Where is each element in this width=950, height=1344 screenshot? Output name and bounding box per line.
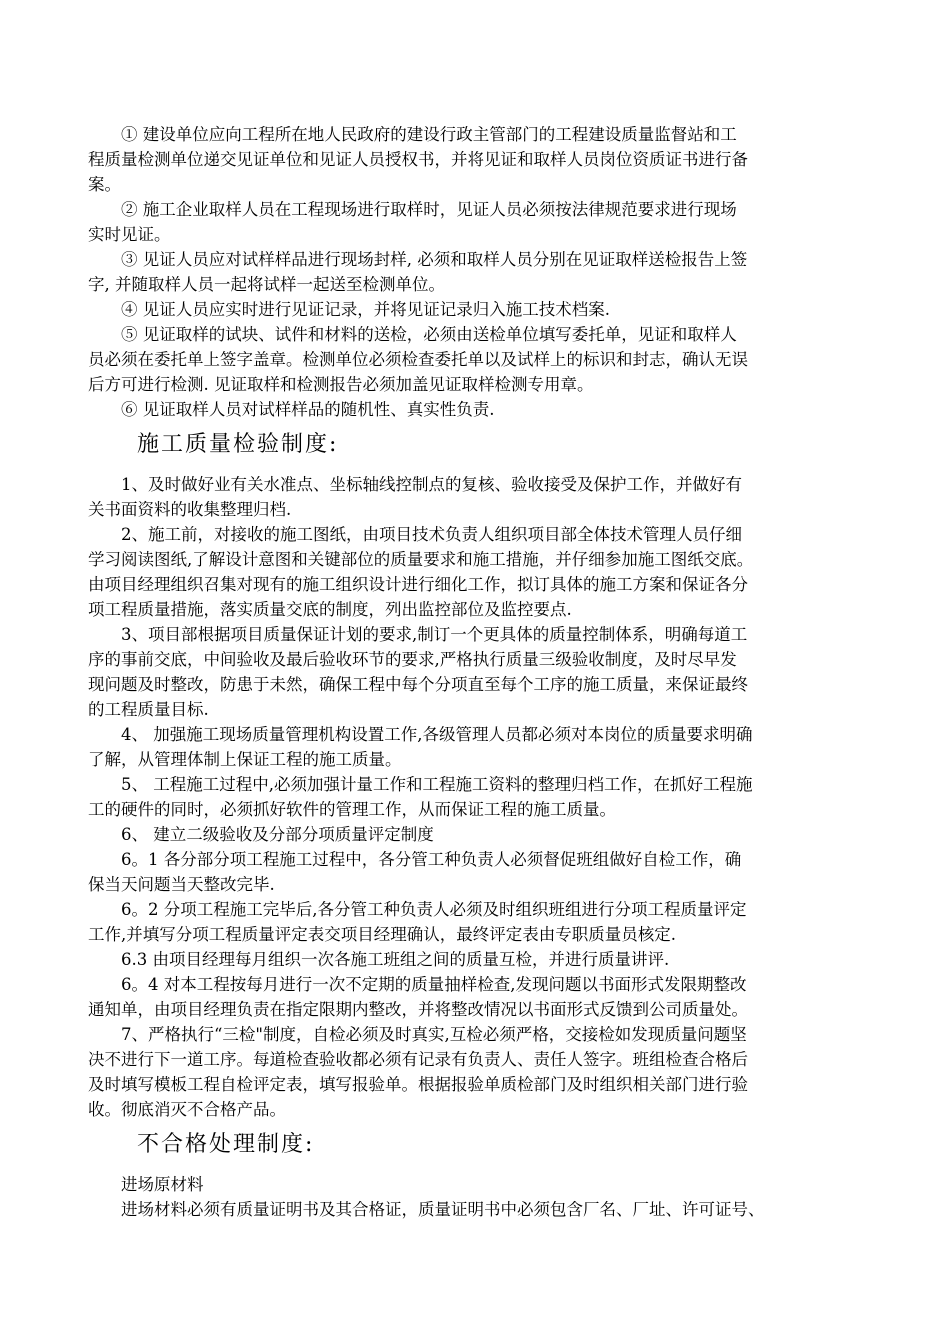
quality-paragraph-7: 7、严格执行“三检"制度，自检必须及时真实,互检必须严格，交接检如发现质量问题坚 决不进行下一道工序。每道检查验收都必须有记录有负责人、责任人签字。班组检查合格后 及时填写模板工程自检评定表，填写报验单。根据报验单质检部门及时组织相关部门进行验 收。彻底消灭不合格产品。 <box>88 1025 748 1119</box>
witness-paragraph-2: ② 施工企业取样人员在工程现场进行取样时，见证人员必须按法律规范要求进行现场 实时见证。 <box>88 200 737 244</box>
nonconform-paragraph-1: 进场原材料 <box>88 1175 204 1194</box>
nonconform-section-heading: 不合格处理制度: <box>137 1132 315 1157</box>
quality-paragraph-1: 1、及时做好业有关水准点、坐标轴线控制点的复核、验收接受及保护工作，并做好有 关书面资料的收集整理归档. <box>88 475 742 519</box>
quality-paragraph-6-1: 6。1 各分部分项工程施工过程中，各分管工种负责人必须督促班组做好自检工作，确 保当天问题当天整改完毕. <box>88 850 742 894</box>
quality-paragraph-2: 2、施工前，对接收的施工图纸，由项目技术负责人组织项目部全体技术管理人员仔细 学习阅读图纸,了解设计意图和关键部位的质量要求和施工措施，并仔细参加施工图纸交底。 由项目经理组织召集对现有的施工组织设计进行细化工作，拟订具体的施工方案和保证各分 项工程质量措施，落实质量交底的制度，列出监控部位及监控要点. <box>88 525 754 619</box>
witness-paragraph-1: ① 建设单位应向工程所在地人民政府的建设行政主管部门的工程建设质量监督站和工 程质量检测单位递交见证单位和见证人员授权书，并将见证和取样人员岗位资质证书进行备 案。 <box>88 125 748 194</box>
quality-paragraph-4: 4、 加强施工现场质量管理机构设置工作,各级管理人员都必须对本岗位的质量要求明确 了解，从管理体制上保证工程的施工质量。 <box>88 725 753 769</box>
witness-paragraph-5: ⑤ 见证取样的试块、试件和材料的送检，必须由送检单位填写委托单，见证和取样人 员必须在委托单上签字盖章。检测单位必须检查委托单以及试样上的标识和封志，确认无误 后方可进行检测. 见证取样和检测报告必须加盖见证取样检测专用章。 <box>88 325 748 394</box>
quality-paragraph-3: 3、项目部根据项目质量保证计划的要求,制订一个更具体的质量控制体系，明确每道工 序的事前交底，中间验收及最后验收环节的要求,严格执行质量三级验收制度，及时尽早发 现问题及时整改，防患于未然，确保工程中每个分项直至每个工序的施工质量，来保证最终 的工程质量目标. <box>88 625 748 719</box>
quality-paragraph-6-2: 6。2 分项工程施工完毕后,各分管工种负责人必须及时组织班组进行分项工程质量评定 工作,并填写分项工程质量评定表交项目经理确认，最终评定表由专职质量员核定. <box>88 900 747 944</box>
nonconform-paragraph-2: 进场材料必须有质量证明书及其合格证，质量证明书中必须包含厂名、厂址、许可证号、 <box>88 1200 765 1219</box>
witness-paragraph-3: ③ 见证人员应对试样样品进行现场封样, 必须和取样人员分别在见证取样送检报告上签 字, 并随取样人员一起将试样一起送至检测单位。 <box>88 250 748 294</box>
quality-paragraph-6-4: 6。4 对本工程按每月进行一次不定期的质量抽样检查,发现问题以书面形式发限期整改 通知单，由项目经理负责在指定限期内整改，并将整改情况以书面形式反馈到公司质量处。 <box>88 975 748 1019</box>
quality-section-heading: 施工质量检验制度: <box>137 432 339 457</box>
quality-paragraph-6-3: 6.3 由项目经理每月组织一次各施工班组之间的质量互检，并进行质量讲评. <box>88 950 670 969</box>
witness-paragraph-4: ④ 见证人员应实时进行见证记录，并将见证记录归入施工技术档案. <box>88 300 610 319</box>
quality-paragraph-6: 6、 建立二级验收及分部分项质量评定制度 <box>88 825 434 844</box>
quality-paragraph-5: 5、 工程施工过程中,必须加强计量工作和工程施工资料的整理归档工作，在抓好工程施 工的硬件的同时，必须抓好软件的管理工作，从而保证工程的施工质量。 <box>88 775 753 819</box>
witness-paragraph-6: ⑥ 见证取样人员对试样样品的随机性、真实性负责. <box>88 400 495 419</box>
